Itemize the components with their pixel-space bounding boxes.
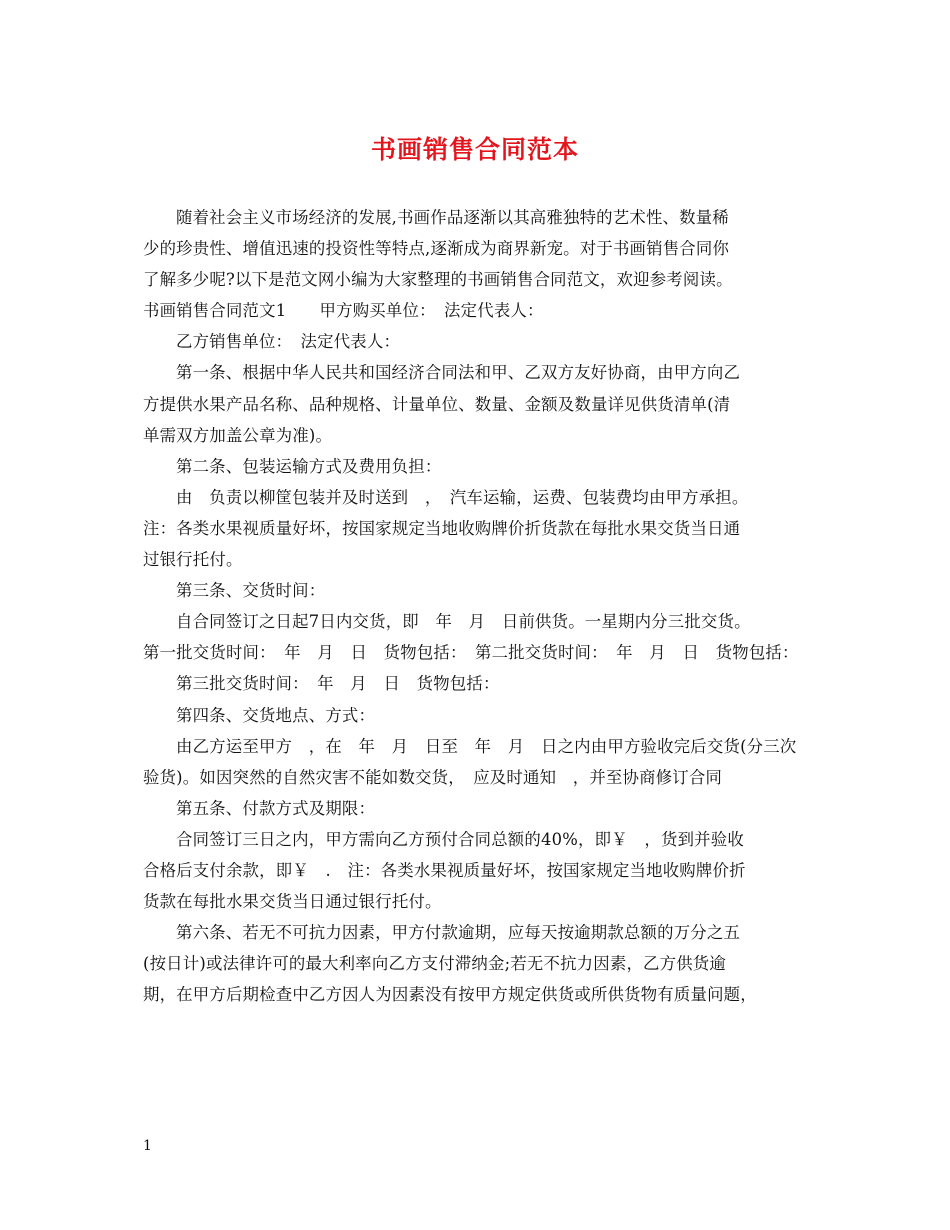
text-line: 由 负责以柳筐包装并及时送到 ， 汽车运输，运费、包装费均由甲方承担。	[176, 487, 749, 507]
text-line: 期，在甲方后期检查中乙方因人为因素没有按甲方规定供货或所供货物有质量问题，	[143, 985, 757, 1005]
text-line: 书画销售合同范文1 甲方购买单位： 法定代表人：	[143, 301, 544, 321]
text-line: 单需双方加盖公章为准)。	[143, 425, 333, 445]
text-line: 自合同签订之日起7日内交货，即 年 月 日前供货。一星期内分三批交货。	[176, 612, 751, 632]
text-line: 合同签订三日之内，甲方需向乙方预付合同总额的40%，即￥ ，货到并验收	[176, 829, 744, 849]
text-line: 过银行托付。	[143, 550, 243, 570]
text-line: 第三条、交货时间：	[176, 581, 326, 601]
text-line: 第一批交货时间： 年 月 日 货物包括： 第二批交货时间： 年 月 日 货物包括：	[143, 643, 799, 663]
document-title: 书画销售合同范本	[370, 135, 579, 164]
text-line: 方提供水果产品名称、品种规格、计量单位、数量、金额及数量详见供货清单(清	[143, 394, 731, 414]
text-line: 合格后支付余款，即￥ . 注：各类水果视质量好坏，按国家规定当地收购牌价折	[143, 860, 746, 880]
text-line: 第五条、付款方式及期限：	[176, 798, 376, 818]
text-line: 乙方销售单位： 法定代表人：	[176, 332, 401, 352]
text-line: 注：各类水果视质量好坏，按国家规定当地收购牌价折货款在每批水果交货当日通	[143, 518, 741, 538]
text-line: (按日计)或法律许可的最大利率向乙方支付滞纳金;若无不抗力因素，乙方供货逾	[143, 954, 726, 974]
text-line: 验货)。如因突然的自然灾害不能如数交货， 应及时通知 ，并至协商修订合同	[143, 767, 723, 787]
text-line: 第六条、若无不可抗力因素，甲方付款逾期，应每天按逾期款总额的万分之五	[176, 923, 741, 943]
text-line: 第三批交货时间： 年 月 日 货物包括：	[176, 674, 500, 694]
text-line: 由乙方运至甲方 ，在 年 月 日至 年 月 日之内由甲方验收完后交货(分三次	[176, 736, 797, 756]
text-line: 了解多少呢?以下是范文网小编为大家整理的书画销售合同范文，欢迎参考阅读。	[143, 270, 733, 290]
text-line: 第二条、包装运输方式及费用负担：	[176, 456, 442, 476]
text-line: 少的珍贵性、增值迅速的投资性等特点,逐渐成为商界新宠。对于书画销售合同你	[143, 239, 730, 259]
document-body	[143, 202, 813, 1010]
text-line: 第四条、交货地点、方式：	[176, 705, 376, 725]
text-line: 货款在每批水果交货当日通过银行托付。	[143, 892, 442, 912]
page-number: 1	[143, 1138, 152, 1154]
text-line: 第一条、根据中华人民共和国经济合同法和甲、乙双方友好协商，由甲方向乙	[176, 363, 741, 383]
text-line: 随着社会主义市场经济的发展,书画作品逐渐以其高雅独特的艺术性、数量稀	[176, 208, 729, 227]
